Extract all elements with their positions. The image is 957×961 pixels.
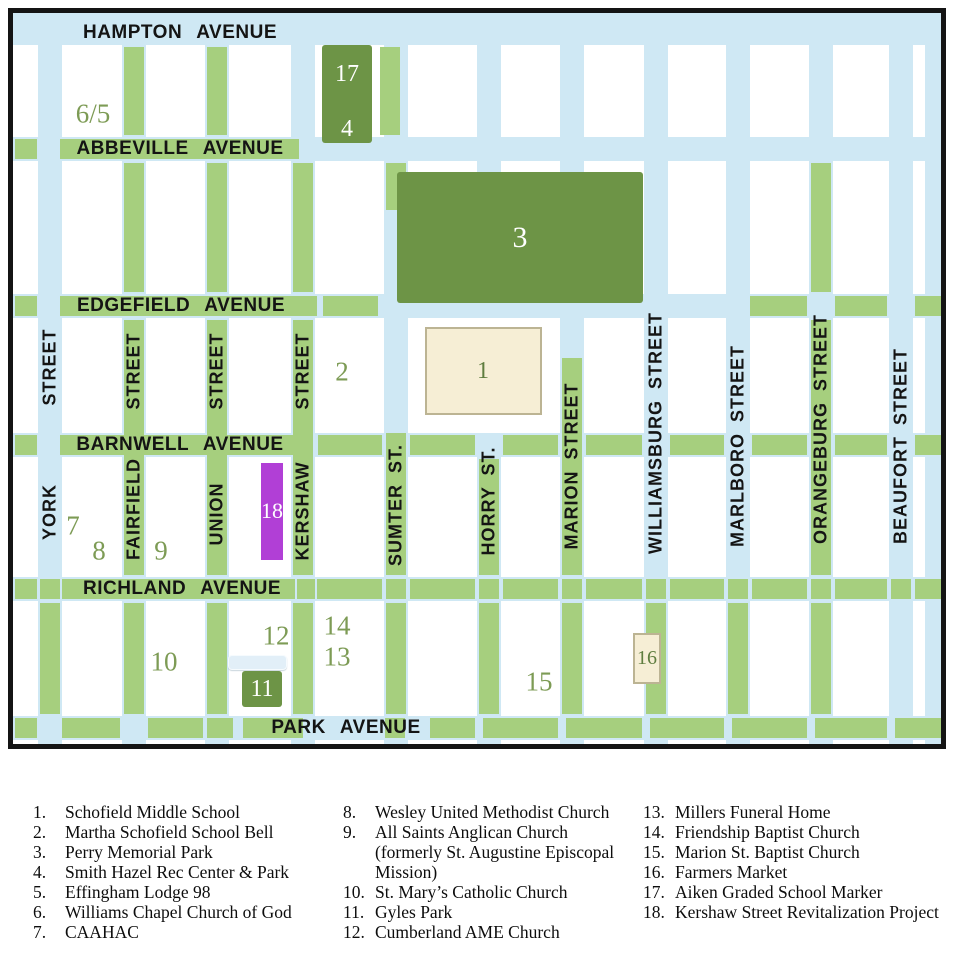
legend-item-number: 2. bbox=[33, 822, 47, 842]
legend-item bbox=[643, 802, 948, 822]
street-green-segment bbox=[15, 435, 37, 455]
legend bbox=[0, 796, 957, 961]
city-block bbox=[913, 601, 925, 716]
city-block bbox=[750, 457, 809, 577]
street-green-segment bbox=[124, 163, 144, 292]
fairfield-street-label-upper: STREET bbox=[123, 332, 144, 410]
city-block bbox=[750, 601, 809, 716]
street-green-segment bbox=[318, 435, 382, 455]
legend-item bbox=[643, 822, 948, 842]
street-green-segment bbox=[562, 579, 582, 599]
street-green-segment bbox=[835, 296, 887, 316]
legend-item bbox=[643, 842, 948, 862]
city-block bbox=[501, 45, 560, 137]
neighborhood-map bbox=[8, 8, 946, 749]
legend-item bbox=[343, 922, 633, 942]
city-block bbox=[13, 45, 38, 137]
map-marker-14: 14 bbox=[323, 610, 351, 641]
city-block bbox=[668, 161, 726, 294]
street-green-segment bbox=[62, 718, 120, 738]
legend-item-number: 7. bbox=[33, 922, 47, 942]
street-green-segment bbox=[15, 296, 37, 316]
street-green-segment bbox=[835, 579, 887, 599]
map-marker-11: 11 bbox=[250, 676, 274, 702]
street-green-segment bbox=[483, 718, 558, 738]
city-block bbox=[229, 740, 291, 744]
legend-item-number: 15. bbox=[643, 842, 665, 862]
park-avenue-label: PARK AVENUE bbox=[271, 717, 421, 738]
sumter-street-label: SUMTER ST. bbox=[385, 443, 406, 567]
city-block bbox=[315, 740, 384, 744]
city-block bbox=[315, 161, 384, 294]
legend-item-number: 5. bbox=[33, 882, 47, 902]
legend-item-text: Farmers Market bbox=[675, 862, 788, 882]
city-block bbox=[13, 457, 38, 577]
street-green-segment bbox=[586, 579, 642, 599]
legend-item-text: Aiken Graded School Marker bbox=[675, 882, 883, 902]
street-green-segment bbox=[562, 603, 582, 714]
legend-item-text: Perry Memorial Park bbox=[65, 842, 213, 862]
legend-item-text: Williams Chapel Church of God bbox=[65, 902, 292, 922]
legend-item-number: 3. bbox=[33, 842, 47, 862]
city-block bbox=[62, 161, 122, 294]
city-block bbox=[913, 457, 925, 577]
street-green-segment bbox=[40, 579, 60, 599]
edgefield-avenue-label: EDGEFIELD AVENUE bbox=[76, 295, 286, 316]
map-marker-17: 17 bbox=[335, 61, 359, 87]
city-block bbox=[229, 45, 291, 137]
union-street-label-upper: STREET bbox=[206, 332, 227, 410]
horry-street-label: HORRY ST. bbox=[478, 446, 499, 556]
city-block bbox=[408, 601, 477, 716]
city-block bbox=[833, 740, 889, 744]
orangeburg-street-label: ORANGEBURG STREET bbox=[810, 313, 831, 545]
street-green-segment bbox=[124, 47, 144, 135]
street-green-segment bbox=[895, 718, 941, 738]
legend-item-number: 18. bbox=[643, 902, 665, 922]
city-block bbox=[668, 601, 726, 716]
legend-item-text: Wesley United Methodist Church bbox=[375, 802, 610, 822]
legend-item-number: 6. bbox=[33, 902, 47, 922]
legend-item-number: 17. bbox=[643, 882, 665, 902]
legend-column bbox=[643, 802, 948, 922]
city-block bbox=[146, 318, 205, 433]
city-block bbox=[833, 318, 889, 433]
city-block bbox=[229, 318, 291, 433]
city-block bbox=[146, 45, 205, 137]
city-block bbox=[584, 318, 644, 433]
richland-avenue-label: RICHLAND AVENUE bbox=[82, 578, 282, 599]
street-green-segment bbox=[915, 435, 941, 455]
hampton-avenue-label: HAMPTON AVENUE bbox=[82, 22, 278, 43]
street-green-segment bbox=[670, 435, 724, 455]
legend-item-text: Gyles Park bbox=[375, 902, 453, 922]
street-green-segment bbox=[811, 603, 831, 714]
legend-item-text: Millers Funeral Home bbox=[675, 802, 831, 822]
street-green-segment bbox=[891, 579, 911, 599]
map-marker-7: 7 bbox=[66, 510, 80, 541]
street-green-segment bbox=[915, 296, 941, 316]
fairfield-street-label-lower: FAIRFIELD bbox=[123, 458, 144, 560]
street-green-segment bbox=[15, 139, 37, 159]
street-green-segment bbox=[40, 603, 60, 714]
street-green-segment bbox=[410, 579, 475, 599]
street-green-segment bbox=[430, 718, 475, 738]
legend-item-text: Smith Hazel Rec Center & Park bbox=[65, 862, 290, 882]
legend-item bbox=[33, 842, 328, 862]
legend-item-text: All Saints Anglican Church (formerly St. Augustine Episcopal Mission) bbox=[375, 822, 615, 882]
legend-item bbox=[33, 862, 328, 882]
street-green-segment bbox=[207, 163, 227, 292]
street-green-segment bbox=[752, 579, 807, 599]
legend-item-text: Friendship Baptist Church bbox=[675, 822, 860, 842]
street-green-segment bbox=[752, 435, 807, 455]
legend-item bbox=[33, 802, 328, 822]
street-green-segment bbox=[650, 718, 724, 738]
street-green-segment bbox=[207, 47, 227, 135]
map-marker-10: 10 bbox=[150, 646, 178, 677]
map-marker-8: 8 bbox=[92, 535, 106, 566]
street-green-segment bbox=[293, 163, 313, 292]
street-green-segment bbox=[148, 718, 203, 738]
york-street-label-lower: YORK bbox=[39, 483, 60, 541]
city-block bbox=[668, 457, 726, 577]
legend-item-number: 10. bbox=[343, 882, 365, 902]
city-block bbox=[315, 318, 384, 433]
street-green-segment bbox=[732, 718, 807, 738]
city-block bbox=[408, 45, 477, 137]
map-marker-15: 15 bbox=[525, 666, 553, 697]
city-block bbox=[750, 318, 809, 433]
street-green-segment bbox=[207, 603, 227, 714]
legend-column bbox=[33, 802, 328, 942]
city-block bbox=[229, 161, 291, 294]
legend-item-text: Cumberland AME Church bbox=[375, 922, 560, 942]
street-green-segment bbox=[297, 579, 315, 599]
legend-item bbox=[343, 882, 633, 902]
city-block bbox=[913, 161, 925, 294]
legend-item-number: 8. bbox=[343, 802, 357, 822]
city-block bbox=[408, 457, 477, 577]
legend-item-number: 4. bbox=[33, 862, 47, 882]
legend-item-text: CAAHAC bbox=[65, 922, 139, 942]
union-street-label-lower: UNION bbox=[206, 482, 227, 546]
map-marker-2: 2 bbox=[335, 356, 349, 387]
marlboro-street-label: MARLBORO STREET bbox=[727, 345, 748, 547]
barnwell-avenue-label: BARNWELL AVENUE bbox=[76, 434, 284, 455]
street-green-segment bbox=[207, 718, 233, 738]
street-green-segment bbox=[323, 296, 378, 316]
legend-item bbox=[343, 902, 633, 922]
city-block bbox=[913, 740, 925, 744]
map-marker-16: 16 bbox=[637, 647, 657, 669]
map-marker-1: 1 bbox=[477, 358, 489, 384]
legend-item-number: 9. bbox=[343, 822, 357, 842]
map-marker-18: 18 bbox=[261, 498, 283, 523]
city-block bbox=[13, 318, 38, 433]
legend-item-number: 11. bbox=[343, 902, 365, 922]
street-green-segment bbox=[386, 603, 406, 714]
legend-item bbox=[33, 822, 328, 842]
legend-item-number: 16. bbox=[643, 862, 665, 882]
york-street-label-upper: STREET bbox=[39, 328, 60, 406]
street-green-segment bbox=[410, 435, 475, 455]
street-green-segment bbox=[124, 603, 144, 714]
kershaw-street-label-lower: KERSHAW bbox=[292, 461, 313, 561]
street-green-segment bbox=[811, 163, 831, 292]
williamsburg-street-label: WILLIAMSBURG STREET bbox=[645, 312, 666, 554]
abbeville-avenue-label: ABBEVILLE AVENUE bbox=[76, 138, 284, 159]
street-green-segment bbox=[293, 603, 313, 714]
legend-item-number: 12. bbox=[343, 922, 365, 942]
legend-item bbox=[343, 822, 633, 882]
legend-item bbox=[33, 902, 328, 922]
city-block bbox=[913, 45, 925, 137]
map-marker-13: 13 bbox=[323, 641, 351, 672]
street-green-segment bbox=[566, 718, 642, 738]
map-marker-3: 3 bbox=[512, 221, 528, 254]
legend-column bbox=[343, 802, 633, 942]
legend-item bbox=[343, 802, 633, 822]
map-marker-4: 4 bbox=[341, 116, 353, 142]
city-block bbox=[833, 161, 889, 294]
city-block bbox=[146, 161, 205, 294]
street-green-segment bbox=[915, 579, 941, 599]
city-block bbox=[408, 740, 477, 744]
legend-item-text: Marion St. Baptist Church bbox=[675, 842, 860, 862]
city-block bbox=[584, 45, 644, 137]
street-green-segment bbox=[815, 718, 887, 738]
city-block bbox=[13, 601, 38, 716]
city-block bbox=[501, 457, 560, 577]
street-green-segment bbox=[15, 579, 37, 599]
legend-item bbox=[643, 882, 948, 902]
city-block bbox=[62, 318, 122, 433]
legend-item bbox=[33, 922, 328, 942]
marion-street-label: MARION STREET bbox=[561, 382, 582, 550]
city-block bbox=[833, 601, 889, 716]
legend-item-number: 13. bbox=[643, 802, 665, 822]
legend-item-text: Kershaw Street Revitalization Project bbox=[675, 902, 939, 922]
city-block bbox=[13, 740, 38, 744]
city-block bbox=[913, 318, 925, 433]
street-green-segment bbox=[728, 603, 748, 714]
city-block bbox=[668, 318, 726, 433]
street-green-segment bbox=[586, 435, 642, 455]
city-block bbox=[501, 740, 560, 744]
map-marker-6-5: 6/5 bbox=[75, 98, 111, 129]
city-block bbox=[750, 740, 809, 744]
street-green-segment bbox=[811, 579, 831, 599]
legend-item bbox=[643, 862, 948, 882]
street-green-segment bbox=[386, 579, 406, 599]
city-block bbox=[501, 601, 560, 716]
city-block bbox=[62, 740, 122, 744]
legend-item-number: 1. bbox=[33, 802, 47, 822]
city-block bbox=[668, 740, 726, 744]
legend-item-text: Martha Schofield School Bell bbox=[65, 822, 274, 842]
beaufort-street-label: BEAUFORT STREET bbox=[890, 347, 911, 545]
legend-item-number: 14. bbox=[643, 822, 665, 842]
street-green-segment bbox=[670, 579, 724, 599]
street-green-segment bbox=[835, 435, 887, 455]
city-block bbox=[833, 45, 889, 137]
city-block bbox=[146, 740, 205, 744]
legend-item-text: Schofield Middle School bbox=[65, 802, 240, 822]
street-green-segment bbox=[479, 603, 499, 714]
street-green-segment bbox=[15, 718, 37, 738]
street-green-segment bbox=[380, 47, 400, 135]
city-block bbox=[62, 601, 122, 716]
city-block bbox=[668, 45, 726, 137]
map-marker-12: 12 bbox=[262, 620, 290, 651]
street-green-segment bbox=[503, 435, 558, 455]
legend-item-text: St. Mary’s Catholic Church bbox=[375, 882, 568, 902]
street-green-segment bbox=[728, 579, 748, 599]
street-green-segment bbox=[479, 579, 499, 599]
city-block bbox=[750, 45, 809, 137]
city-block bbox=[833, 457, 889, 577]
map-marker-9: 9 bbox=[154, 535, 168, 566]
city-block bbox=[13, 161, 38, 294]
legend-item-text: Effingham Lodge 98 bbox=[65, 882, 211, 902]
city-block bbox=[584, 740, 644, 744]
city-block bbox=[584, 457, 644, 577]
street-green-segment bbox=[317, 579, 382, 599]
street-green-segment bbox=[750, 296, 807, 316]
street-green-segment bbox=[503, 579, 558, 599]
street-green-segment bbox=[646, 579, 666, 599]
city-block bbox=[315, 457, 384, 577]
legend-item bbox=[643, 902, 948, 922]
driveway-strip bbox=[228, 655, 287, 670]
city-block bbox=[750, 161, 809, 294]
kershaw-street-label-upper: STREET bbox=[292, 332, 313, 410]
legend-item bbox=[33, 882, 328, 902]
